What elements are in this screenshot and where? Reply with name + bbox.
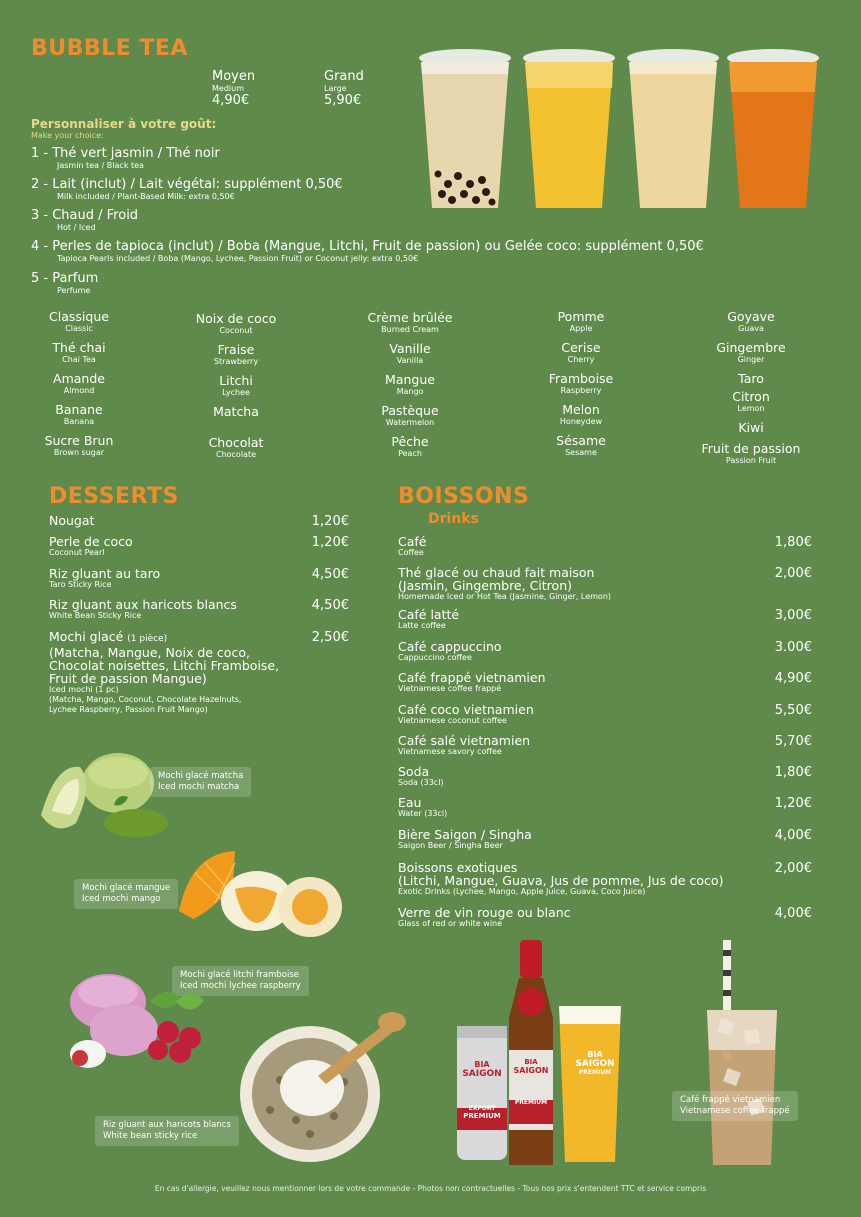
beer-bia: BIA: [587, 1050, 603, 1059]
caption-line: Vietnamese coffee frappé: [680, 1106, 790, 1116]
size-label: Moyen: [212, 69, 256, 84]
beer-brand: SAIGON: [575, 1059, 615, 1069]
flavor-label: Pastèque: [381, 403, 439, 418]
beer-premium: PREMIUM: [463, 1112, 501, 1120]
caption-line: Iced mochi lychee raspberry: [180, 981, 301, 991]
beer-premium: PREMIUM: [578, 1069, 612, 1076]
item-name: Bière Saigon / Singha: [398, 827, 532, 842]
item-en: Cappuccino coffee: [398, 653, 472, 662]
item-en: White Bean Sticky Rice: [49, 611, 142, 620]
item-en: Soda (33cl): [398, 778, 444, 787]
item-en: Coffee: [398, 548, 424, 557]
beer-brand: SAIGON: [513, 1066, 549, 1075]
flavor-item: [345, 404, 475, 428]
caption-line: Mochi glacé litchi framboise: [180, 970, 299, 980]
drink-item: [398, 828, 532, 851]
coffee-frappe-image: [705, 940, 780, 1170]
flavor-en: Burned Cream: [381, 325, 439, 334]
flavor-item: [14, 403, 144, 427]
flavor-item: [171, 312, 301, 336]
flavor-item: [686, 442, 816, 466]
flavor-en: Sesame: [565, 448, 597, 457]
size-en: Medium: [212, 84, 244, 93]
bottle-label: [509, 1058, 553, 1106]
drink-item: [398, 703, 534, 726]
customize-en: Make your choice:: [31, 131, 104, 140]
flavor-en: Almond: [63, 386, 95, 395]
flavor-item: [345, 373, 475, 397]
flavor-label: Sésame: [556, 433, 606, 448]
flavor-label: Banane: [55, 402, 103, 417]
step-label: 3 - Chaud / Froid: [31, 208, 139, 223]
item-en: Coconut Pearl: [49, 548, 105, 557]
step-4: [31, 240, 704, 263]
caption-matcha: [150, 767, 251, 797]
item-price: 1,80€: [774, 765, 812, 780]
beer-premium: PREMIUM: [514, 1099, 548, 1106]
item-en: Water (33cl): [398, 809, 448, 818]
step-label: 1 - Thé vert jasmin / Thé noir: [31, 146, 220, 161]
item-price: 5,50€: [774, 703, 812, 718]
flavor-en: Chai Tea: [62, 355, 96, 364]
flavor-item: [516, 310, 646, 334]
caption-line: Riz gluant aux haricots blancs: [103, 1120, 231, 1130]
flavor-label: Crème brûlée: [367, 310, 453, 325]
flavor-en: Watermelon: [385, 418, 435, 427]
item-price: 2,00€: [774, 566, 812, 581]
flavor-label: Noix de coco: [195, 311, 277, 326]
flavor-en: Banana: [63, 417, 95, 426]
flavor-label: Amande: [53, 371, 105, 386]
flavor-en: Ginger: [737, 355, 765, 364]
item-price: 5,70€: [774, 734, 812, 749]
step-label: 2 - Lait (inclut) / Lait végétal: supplément 0,50€: [31, 177, 343, 192]
flavor-label: Matcha: [213, 404, 259, 419]
beer-brand: SAIGON: [462, 1069, 502, 1079]
item-price: 3.00€: [774, 640, 812, 655]
dessert-item: [49, 598, 237, 621]
flavor-en: Classic: [65, 324, 93, 333]
flavor-label: Citron: [732, 389, 770, 404]
caption-frappe: [672, 1091, 798, 1121]
item-price: 4,00€: [774, 906, 812, 921]
mochi-qty: (1 pièce): [127, 634, 168, 644]
flavor-item: [686, 421, 816, 435]
item-name-detail: (Litchi, Mangue, Guava, Jus de pomme, Jus de coco): [398, 873, 724, 888]
flavor-label: Sucre Brun: [44, 433, 114, 448]
step-5: [31, 272, 98, 295]
caption-line: Iced mochi matcha: [158, 782, 240, 792]
flavor-label: Vanille: [389, 341, 431, 356]
drink-item: [398, 906, 571, 929]
drink-item: [398, 608, 459, 631]
step-1: [31, 147, 220, 170]
dessert-item: [49, 567, 160, 590]
flavor-label: Fraise: [217, 342, 255, 357]
flavor-en: Apple: [569, 324, 593, 333]
item-price: 1,80€: [774, 535, 812, 550]
caption-line: Café frappé vietnamien: [680, 1095, 781, 1105]
item-price: 4,90€: [774, 671, 812, 686]
item-name: Thé glacé ou chaud fait maison: [398, 565, 595, 580]
drink-item: [398, 765, 444, 788]
item-en: Homemade Iced or Hot Tea (Jasmine, Ginger, Lemon): [398, 592, 612, 601]
flavor-item: [345, 342, 475, 366]
drink-item: [398, 640, 502, 663]
item-price: 1,20€: [774, 796, 812, 811]
item-price: 4,50€: [311, 598, 349, 613]
mochi-name: Mochi glacé: [49, 629, 124, 644]
mango-mochi-image: [175, 843, 345, 943]
footer-note: En cas d'allergie, veuillez nous mentionner lors de votre commande - Photos non contractuelles - Tous nos prix s'entendent TTC et service compris: [154, 1184, 707, 1193]
flavor-label: Mangue: [385, 372, 435, 387]
flavor-label: Cerise: [561, 340, 601, 355]
flavor-en: Vanilla: [396, 356, 424, 365]
flavor-label: Goyave: [727, 309, 775, 324]
item-name: Riz gluant aux haricots blancs: [49, 597, 237, 612]
beer-export: EXPORT: [468, 1105, 496, 1112]
flavor-en: Coconut: [219, 326, 253, 335]
size-label: Grand: [324, 69, 364, 84]
flavor-label: Taro: [738, 371, 764, 386]
item-price: 2,50€: [311, 630, 349, 645]
beer-bia: BIA: [524, 1058, 538, 1066]
flavor-item: [686, 310, 816, 334]
drink-item: [398, 796, 447, 819]
flavor-label: Litchi: [219, 373, 253, 388]
lychee-mochi-image: [40, 962, 215, 1072]
caption-line: Iced mochi mango: [82, 894, 161, 904]
dessert-item-mochi: [49, 630, 279, 715]
desserts-title: DESSERTS: [49, 484, 179, 509]
saigon-beer-image: [455, 940, 630, 1170]
flavor-en: Strawberry: [213, 357, 259, 366]
flavor-item: [171, 405, 301, 419]
size-medium: [212, 70, 255, 108]
caption-line: Mochi glacé matcha: [158, 771, 244, 781]
step-en: Milk included / Plant-Based Milk: extra 0,50€: [57, 192, 235, 201]
item-en: Latte coffee: [398, 621, 446, 630]
flavor-item: [516, 434, 646, 458]
item-name-detail: (Jasmin, Gingembre, Citron): [398, 578, 572, 593]
step-label: 5 - Parfum: [31, 271, 99, 286]
caption-line: Mochi glacé mangue: [82, 883, 171, 893]
flavor-label: Fruit de passion: [701, 441, 801, 456]
size-price: 4,90€: [212, 93, 250, 108]
item-en: Exotic Drinks (Lychee, Mango, Apple Juice, Guava, Coco Juice): [398, 887, 646, 896]
item-en: (Matcha, Mango, Coconut, Chocolate Hazelnuts,: [49, 695, 242, 704]
mochi-flavors-line: (Matcha, Mangue, Noix de coco,: [49, 645, 250, 660]
item-name: Café: [398, 534, 427, 549]
flavor-en: Chocolate: [215, 450, 257, 459]
item-name: Riz gluant au taro: [49, 566, 161, 581]
flavor-en: Raspberry: [560, 386, 602, 395]
flavor-label: Gingembre: [716, 340, 786, 355]
drinks-subtitle: Drinks: [428, 511, 479, 527]
flavor-en: Guava: [738, 324, 764, 333]
item-en: Lychee Raspberry, Passion Fruit Mango): [49, 705, 208, 714]
flavor-en: Honeydew: [559, 417, 603, 426]
step-en: Perfume: [57, 286, 91, 295]
caption-line: White bean sticky rice: [103, 1131, 198, 1141]
can-label: [457, 1060, 507, 1120]
item-name: Café cappuccino: [398, 639, 502, 654]
item-name: Café salé vietnamien: [398, 733, 531, 748]
item-name: Boissons exotiques: [398, 860, 518, 875]
flavor-item: [14, 372, 144, 396]
flavor-en: Lychee: [222, 388, 250, 397]
drink-item: [398, 861, 723, 897]
flavor-label: Melon: [562, 402, 600, 417]
item-price: 3,00€: [774, 608, 812, 623]
cup-milk-tea-icon: [419, 49, 511, 208]
customize-title: Personnaliser à votre goût:: [31, 117, 217, 131]
item-en: Vietnamese coffee frappé: [398, 684, 502, 693]
drink-item: [398, 734, 530, 757]
glass-label: [575, 1050, 615, 1076]
step-en: Tapioca Pearls included / Boba (Mango, Lychee, Passion Fruit) or Coconut jelly: extra 0,50€: [57, 254, 419, 263]
flavor-item: [686, 372, 816, 386]
size-large: [324, 70, 364, 108]
cup-vanilla-icon: [627, 49, 719, 208]
caption-mango: [74, 879, 178, 909]
beer-bia: BIA: [474, 1060, 490, 1069]
mochi-flavors-line: Chocolat noisettes, Litchi Framboise,: [49, 658, 280, 673]
drink-item: [398, 566, 611, 602]
item-price: 1,20€: [311, 535, 349, 550]
step-en: Jasmin tea / Black tea: [57, 161, 144, 170]
item-price: 4,50€: [311, 567, 349, 582]
item-name: Café frappé vietnamien: [398, 670, 546, 685]
item-en: Iced mochi (1 pc): [49, 685, 119, 694]
item-name: Eau: [398, 795, 422, 810]
flavor-label: Classique: [49, 309, 109, 324]
flavor-item: [345, 435, 475, 459]
flavor-en: Cherry: [567, 355, 595, 364]
flavor-item: [14, 310, 144, 334]
flavor-item: [516, 372, 646, 396]
item-name: Soda: [398, 764, 430, 779]
item-price: 4,00€: [774, 828, 812, 843]
flavor-item: [516, 403, 646, 427]
flavor-label: Kiwi: [738, 420, 764, 435]
flavor-en: Mango: [396, 387, 424, 396]
flavor-en: Peach: [398, 449, 422, 458]
item-name: Café coco vietnamien: [398, 702, 534, 717]
step-en: Hot / Iced: [57, 223, 96, 232]
flavor-item: [686, 341, 816, 365]
flavor-item: [14, 434, 144, 458]
step-label: 4 - Perles de tapioca (inclut) / Boba (Mangue, Litchi, Fruit de passion) ou Gelée coco: supplément 0,50€: [31, 239, 704, 254]
sticky-rice-image: [240, 1010, 415, 1165]
flavor-label: Chocolat: [208, 435, 264, 450]
flavor-label: Framboise: [548, 371, 614, 386]
drink-item: [398, 671, 546, 694]
mochi-flavors-line: Fruit de passion Mangue): [49, 671, 207, 686]
flavor-item: [14, 341, 144, 365]
flavor-item: [171, 436, 301, 460]
drink-item: [398, 535, 426, 558]
drinks-title: BOISSONS: [398, 484, 530, 509]
item-name: Nougat: [49, 513, 95, 528]
flavor-label: Pêche: [391, 434, 429, 449]
item-name: Verre de vin rouge ou blanc: [398, 905, 571, 920]
flavor-item: [686, 390, 816, 414]
flavor-label: Pomme: [557, 309, 605, 324]
dessert-item: [49, 514, 94, 527]
flavor-en: Brown sugar: [53, 448, 105, 457]
size-en: Large: [324, 84, 347, 93]
item-price: 2,00€: [774, 861, 812, 876]
caption-rice: [95, 1116, 239, 1146]
flavor-item: [171, 343, 301, 367]
item-name: Perle de coco: [49, 534, 133, 549]
flavor-item: [516, 341, 646, 365]
step-3: [31, 209, 138, 232]
bubble-tea-title: BUBBLE TEA: [31, 36, 188, 61]
item-en: Vietnamese savory coffee: [398, 747, 502, 756]
item-en: Taro Sticky Rice: [49, 580, 112, 589]
item-price: 1,20€: [311, 514, 349, 529]
flavor-en: Passion Fruit: [725, 456, 777, 465]
flavor-en: Lemon: [737, 404, 765, 413]
item-en: Glass of red or white wine: [398, 919, 503, 928]
bubble-tea-cups-image: [418, 44, 823, 212]
dessert-item: [49, 535, 133, 558]
flavor-item: [171, 374, 301, 398]
item-en: Vietnamese coconut coffee: [398, 716, 507, 725]
flavor-label: Thé chai: [52, 340, 106, 355]
item-name: [49, 630, 279, 646]
step-2: [31, 178, 343, 201]
size-price: 5,90€: [324, 93, 362, 108]
customize-heading: [31, 117, 216, 140]
cup-fruit-tea-icon: [727, 49, 819, 208]
item-name: Café latté: [398, 607, 460, 622]
item-en: Saigon Beer / Singha Beer: [398, 841, 503, 850]
cup-mango-icon: [523, 49, 615, 208]
flavor-item: [345, 311, 475, 335]
